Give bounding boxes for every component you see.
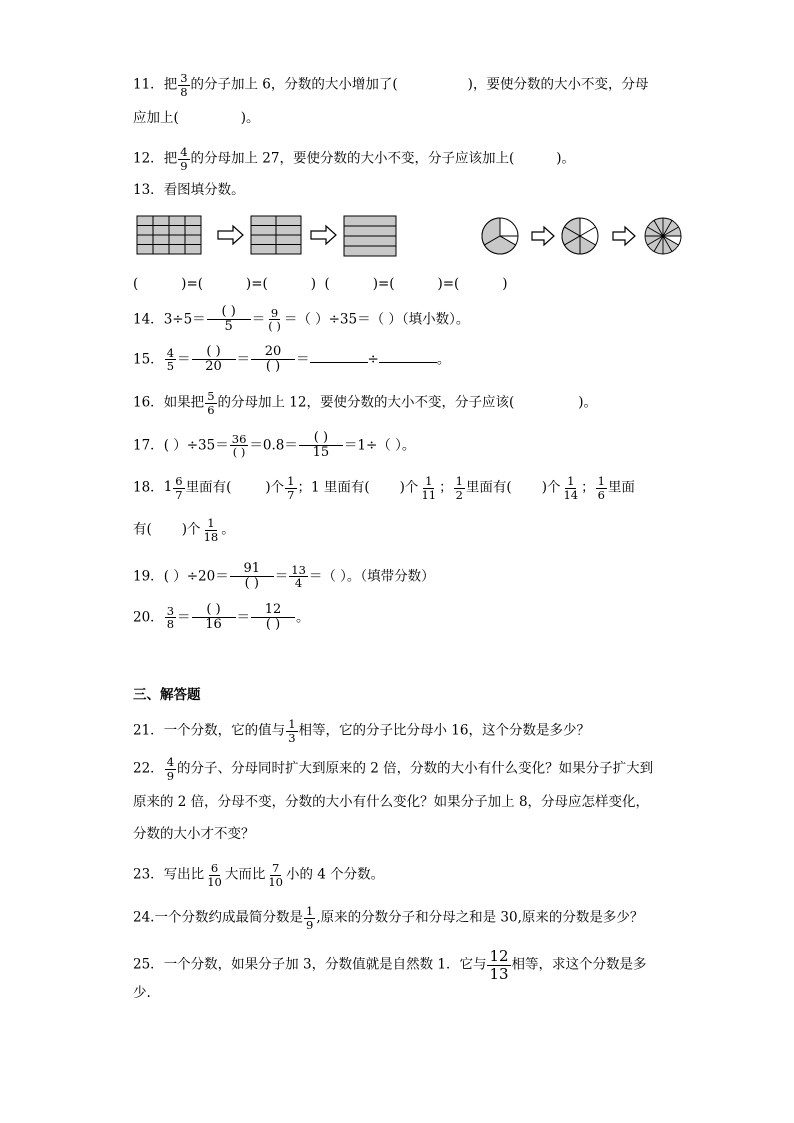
fraction: ( ) 20	[192, 345, 236, 375]
fraction: $\frac{1}{3}$	[288, 717, 296, 745]
arrow-right-icon	[532, 227, 554, 245]
question-18-line-1: 18． 1 6 7 里面有( )个 $\frac{1}{7}$ ；1 里面有( )个 $\frac{1}{11}$ ； $\frac{1}{2}$ 里面有( )个 $\frac{1}{14}$ ； $\frac{1}{6}$ 里面	[133, 474, 635, 502]
question-25-line-2: 少.	[133, 985, 151, 1001]
fraction: 12 ( )	[251, 603, 295, 633]
circle-sixths	[562, 218, 598, 254]
answer-line[interactable]	[379, 350, 437, 363]
fraction: ( ) 5	[207, 305, 251, 335]
fraction: 91 ( )	[230, 562, 274, 592]
question-24: 24.一个分数约成最简分数是 $\frac{1}{9}$ ,原来的分数分子和分母之和是 30,原来的分数是多少？	[133, 904, 644, 932]
question-22-line-3: 分数的大小才不变？	[133, 826, 255, 842]
question-19: 19．( ）÷20＝ 91 ( ) ＝ $\frac{13}{4}$ ＝（ ）。（填带分数）	[133, 561, 435, 592]
mixed-number: 1 6 7	[163, 474, 183, 502]
question-22-line-1: 22． $\frac{4}{9}$ 的分子、分母同时扩大到原来的 2 倍，分数的大小有什么变化？如果分子扩大到	[133, 755, 654, 783]
question-21: 21．一个分数，它的值与 $\frac{1}{3}$ 相等，它的分子比分母小 16，这个分数是多少？	[133, 717, 590, 745]
fraction: $\frac{6}{10}$	[207, 861, 222, 889]
fraction: $\frac{1}{9}$	[305, 904, 314, 932]
arrow-right-icon	[218, 226, 243, 244]
fraction: $\frac{4}{5}$	[166, 345, 175, 374]
fraction: 9 ( )	[268, 305, 281, 334]
question-25-line-1: 25．一个分数，如果分子加 3，分数值就是自然数 1．它与 $\frac{12}{13}$ 相等，求这个分数是多	[133, 947, 647, 983]
rectangle-grid-4	[344, 216, 396, 256]
question-22-line-2: 原来的 2 倍，分母不变，分数的大小有什么变化？如果分子加上 8，分母应怎样变化，	[133, 794, 650, 810]
fraction: ( ) 16	[192, 603, 236, 633]
rectangle-grid-16	[137, 216, 201, 254]
fraction: $\frac{5}{6}$	[207, 389, 215, 417]
fraction: ( ) 15	[299, 431, 343, 461]
question-12: 12．把 $\frac{4}{9}$ 的分母加上 27，要使分数的大小不变，分子应该加上( )。	[133, 145, 576, 173]
arrow-right-icon	[613, 227, 635, 245]
figures-svg	[133, 213, 693, 263]
fraction: $\frac{3}{8}$	[166, 603, 175, 632]
fraction: $\frac{4}{9}$	[180, 145, 188, 173]
question-11-line-2: 应加上( )。	[133, 110, 260, 126]
question-14: 14．3÷5＝ ( ) 5 ＝ 9 ( ) ＝（ ）÷35＝（ ）（填小数）。	[133, 304, 470, 335]
arrow-right-icon	[311, 226, 336, 244]
fraction-figures	[133, 213, 693, 263]
circle-thirds	[482, 218, 518, 254]
question-16: 16．如果把 $\frac{5}{6}$ 的分母加上 12，要使分数的大小不变，分子应该( )。	[133, 389, 598, 417]
fraction: $\frac{13}{4}$	[291, 562, 306, 591]
question-20: 20． $\frac{3}{8}$ ＝ ( ) 16 ＝ 12 ( ) 。	[133, 602, 310, 633]
fraction: $\frac{12}{13}$	[489, 947, 509, 983]
fraction: $\frac{4}{9}$	[166, 755, 175, 783]
fraction: 20 ( )	[251, 345, 295, 375]
question-23: 23．写出比 $\frac{6}{10}$ 大而比 $\frac{7}{10}$ 小的 4 个分数。	[133, 861, 385, 889]
question-13-answers[interactable]: ( )=( )=( ) ( )=( )=( )	[133, 276, 508, 292]
question-18-line-2: 有( )个 $\frac{1}{18}$ 。	[133, 516, 235, 544]
fraction: $\frac{7}{10}$	[268, 861, 283, 889]
question-15: 15． $\frac{4}{5}$ ＝ ( ) 20 ＝ 20 ( ) ＝ ÷ 。	[133, 344, 451, 375]
rectangle-grid-8	[251, 216, 301, 254]
section-heading: 三、解答题	[133, 687, 201, 703]
question-11-line-1: 11．把 $\frac{3}{8}$ 的分子加上 6，分数的大小增加了( )，要使分数的大小不变，分母	[133, 71, 649, 99]
circle-twelfths	[645, 218, 681, 254]
fraction: $\frac{3}{8}$	[180, 71, 188, 99]
question-13: 13．看图填分数。	[133, 182, 245, 198]
fraction: 36 ( )	[231, 431, 247, 460]
question-17: 17．( ）÷35＝ 36 ( ) ＝0.8＝ ( ) 15 ＝1÷（ ）。	[133, 430, 416, 461]
answer-line[interactable]	[310, 350, 368, 363]
